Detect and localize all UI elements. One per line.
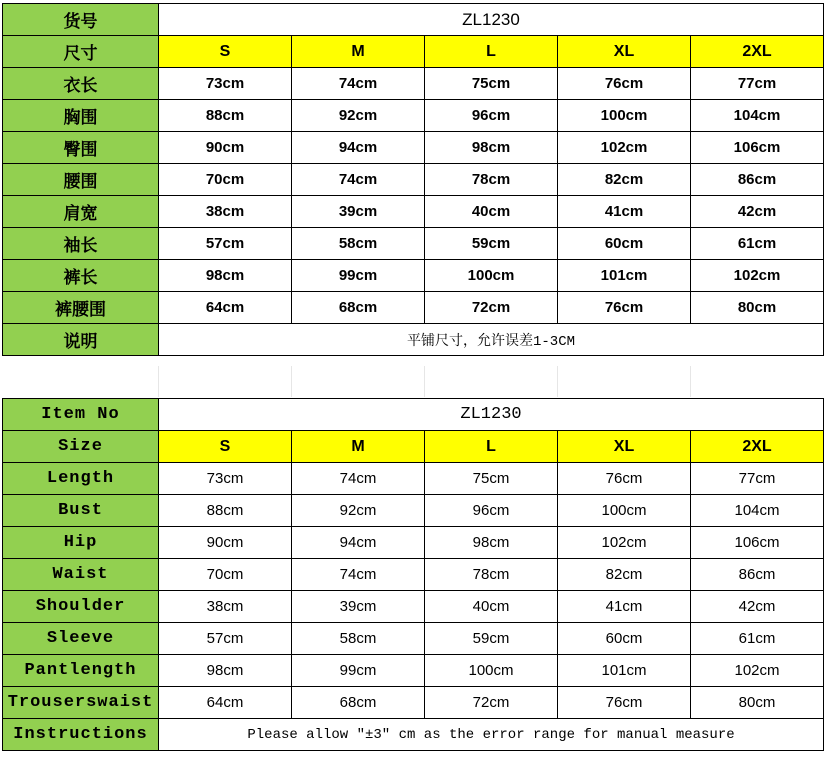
measure-value: 73cm	[159, 463, 292, 495]
measure-value: 100cm	[558, 100, 691, 132]
measure-value: 64cm	[159, 687, 292, 719]
measure-value: 101cm	[558, 655, 691, 687]
note-row	[3, 719, 824, 751]
measure-value: 38cm	[159, 591, 292, 623]
measure-value: 58cm	[292, 623, 425, 655]
measure-label: Pantlength	[3, 655, 159, 687]
item-number-value: ZL1230	[159, 399, 824, 431]
size-header-2xl: 2XL	[691, 36, 824, 68]
measure-value: 60cm	[558, 228, 691, 260]
table-row	[3, 527, 824, 559]
size-header-s: S	[159, 36, 292, 68]
measure-value: 59cm	[425, 228, 558, 260]
table-row	[3, 164, 824, 196]
measure-label: 衣长	[3, 68, 159, 100]
measure-label: 肩宽	[3, 196, 159, 228]
measure-value: 76cm	[558, 463, 691, 495]
measure-value: 88cm	[159, 495, 292, 527]
measure-value: 92cm	[292, 495, 425, 527]
size-label: 尺寸	[3, 36, 159, 68]
measure-value: 98cm	[159, 655, 292, 687]
measure-value: 98cm	[159, 260, 292, 292]
measure-value: 100cm	[425, 655, 558, 687]
measure-value: 101cm	[558, 260, 691, 292]
note-label: Instructions	[3, 719, 159, 751]
size-header-l: L	[425, 36, 558, 68]
note-value: 平铺尺寸，允许误差1-3CM	[159, 324, 824, 356]
measure-value: 102cm	[558, 132, 691, 164]
measure-value: 98cm	[425, 132, 558, 164]
measure-value: 75cm	[425, 68, 558, 100]
table-row	[3, 591, 824, 623]
measure-value: 68cm	[292, 292, 425, 324]
measure-value: 70cm	[159, 164, 292, 196]
measure-value: 80cm	[691, 687, 824, 719]
measure-value: 104cm	[691, 495, 824, 527]
measure-value: 96cm	[425, 100, 558, 132]
measure-label: Length	[3, 463, 159, 495]
measure-label: 裤腰围	[3, 292, 159, 324]
measure-value: 72cm	[425, 292, 558, 324]
size-chart-english	[2, 398, 824, 751]
measure-value: 102cm	[691, 655, 824, 687]
measure-value: 41cm	[558, 591, 691, 623]
measure-value: 73cm	[159, 68, 292, 100]
measure-value: 76cm	[558, 292, 691, 324]
table-separator	[2, 366, 823, 397]
table-row	[3, 559, 824, 591]
table-row	[3, 228, 824, 260]
size-chart-english-body	[3, 399, 824, 751]
size-header-xl: XL	[558, 36, 691, 68]
measure-value: 61cm	[691, 623, 824, 655]
measure-label: Trouserswaist	[3, 687, 159, 719]
measure-value: 94cm	[292, 132, 425, 164]
note-label: 说明	[3, 324, 159, 356]
measure-value: 82cm	[558, 559, 691, 591]
measure-value: 82cm	[558, 164, 691, 196]
measure-value: 96cm	[425, 495, 558, 527]
note-row	[3, 324, 824, 356]
measure-value: 64cm	[159, 292, 292, 324]
measure-value: 80cm	[691, 292, 824, 324]
size-label: Size	[3, 431, 159, 463]
measure-value: 42cm	[691, 591, 824, 623]
table-row	[3, 463, 824, 495]
measure-value: 70cm	[159, 559, 292, 591]
measure-value: 98cm	[425, 527, 558, 559]
measure-value: 106cm	[691, 132, 824, 164]
size-header-2xl: 2XL	[691, 431, 824, 463]
measure-value: 94cm	[292, 527, 425, 559]
size-chart-chinese	[2, 3, 824, 356]
size-chart-chinese-body	[3, 4, 824, 356]
size-header-row	[3, 36, 824, 68]
measure-label: Waist	[3, 559, 159, 591]
measure-value: 88cm	[159, 100, 292, 132]
measure-value: 86cm	[691, 559, 824, 591]
size-header-m: M	[292, 431, 425, 463]
item-number-label: 货号	[3, 4, 159, 36]
item-number-label: Item No	[3, 399, 159, 431]
item-number-value: ZL1230	[159, 4, 824, 36]
measure-value: 39cm	[292, 591, 425, 623]
measure-value: 102cm	[558, 527, 691, 559]
measure-value: 58cm	[292, 228, 425, 260]
measure-label: 腰围	[3, 164, 159, 196]
measure-label: 臀围	[3, 132, 159, 164]
item-number-row	[3, 4, 824, 36]
measure-value: 90cm	[159, 527, 292, 559]
measure-value: 74cm	[292, 463, 425, 495]
measure-value: 38cm	[159, 196, 292, 228]
measure-value: 104cm	[691, 100, 824, 132]
measure-value: 61cm	[691, 228, 824, 260]
table-row	[3, 100, 824, 132]
table-row	[3, 260, 824, 292]
measure-value: 78cm	[425, 164, 558, 196]
table-row	[3, 687, 824, 719]
measure-value: 100cm	[558, 495, 691, 527]
note-value: Please allow "±3" cm as the error range for manual measure	[159, 719, 824, 751]
measure-value: 99cm	[292, 655, 425, 687]
measure-value: 100cm	[425, 260, 558, 292]
size-header-m: M	[292, 36, 425, 68]
measure-label: 袖长	[3, 228, 159, 260]
table-row	[3, 495, 824, 527]
table-row	[3, 292, 824, 324]
measure-value: 74cm	[292, 559, 425, 591]
measure-value: 42cm	[691, 196, 824, 228]
measure-value: 77cm	[691, 68, 824, 100]
table-row	[3, 132, 824, 164]
size-header-row	[3, 431, 824, 463]
measure-value: 78cm	[425, 559, 558, 591]
table-row	[3, 623, 824, 655]
table-row	[3, 68, 824, 100]
size-header-xl: XL	[558, 431, 691, 463]
measure-value: 74cm	[292, 164, 425, 196]
measure-value: 77cm	[691, 463, 824, 495]
measure-value: 40cm	[425, 196, 558, 228]
measure-value: 72cm	[425, 687, 558, 719]
measure-value: 76cm	[558, 68, 691, 100]
measure-value: 41cm	[558, 196, 691, 228]
measure-value: 74cm	[292, 68, 425, 100]
measure-value: 76cm	[558, 687, 691, 719]
measure-value: 59cm	[425, 623, 558, 655]
table-row	[3, 655, 824, 687]
measure-value: 102cm	[691, 260, 824, 292]
size-header-l: L	[425, 431, 558, 463]
measure-value: 99cm	[292, 260, 425, 292]
measure-label: 胸围	[3, 100, 159, 132]
measure-value: 57cm	[159, 623, 292, 655]
measure-label: 裤长	[3, 260, 159, 292]
measure-label: Bust	[3, 495, 159, 527]
measure-value: 90cm	[159, 132, 292, 164]
measure-value: 68cm	[292, 687, 425, 719]
measure-value: 92cm	[292, 100, 425, 132]
measure-value: 39cm	[292, 196, 425, 228]
measure-value: 60cm	[558, 623, 691, 655]
table-row	[3, 196, 824, 228]
measure-label: Sleeve	[3, 623, 159, 655]
measure-value: 86cm	[691, 164, 824, 196]
measure-value: 57cm	[159, 228, 292, 260]
item-number-row	[3, 399, 824, 431]
measure-value: 75cm	[425, 463, 558, 495]
measure-label: Hip	[3, 527, 159, 559]
measure-value: 40cm	[425, 591, 558, 623]
measure-label: Shoulder	[3, 591, 159, 623]
measure-value: 106cm	[691, 527, 824, 559]
size-header-s: S	[159, 431, 292, 463]
